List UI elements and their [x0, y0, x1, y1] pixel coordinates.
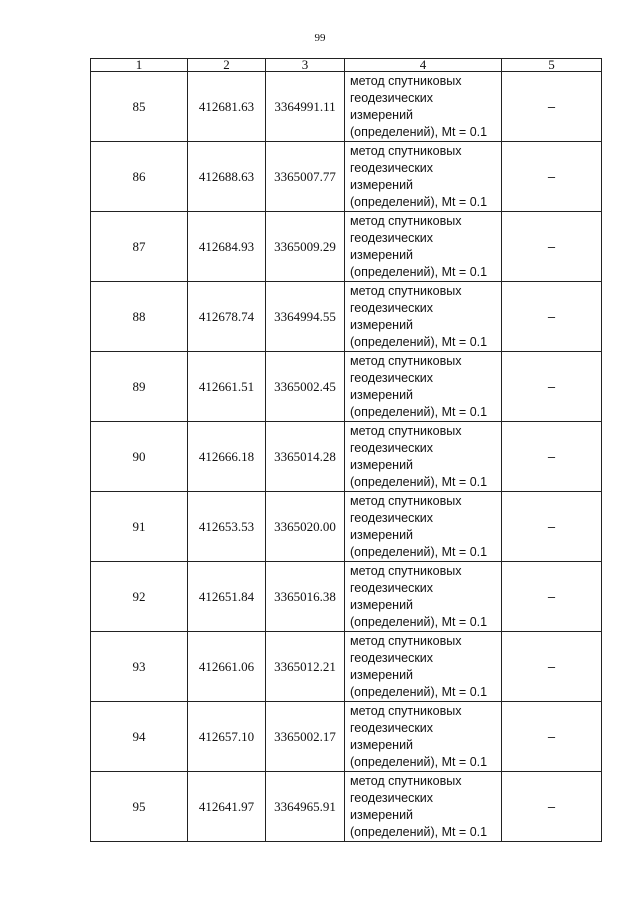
method-line: геодезических	[350, 370, 434, 385]
method-line: метод спутниковых	[350, 143, 462, 158]
table-row	[91, 282, 602, 352]
method-cell	[345, 422, 502, 492]
method-line: (определений), Mt = 0.1	[350, 614, 488, 629]
precision-cell: –	[502, 282, 602, 352]
precision-cell: –	[502, 422, 602, 492]
precision-cell: –	[502, 142, 602, 212]
method-line: (определений), Mt = 0.1	[350, 824, 488, 839]
point-number-cell: 94	[91, 702, 188, 772]
y-coordinate-cell: 3365020.00	[266, 492, 345, 562]
table-row	[91, 772, 602, 842]
coordinates-table	[90, 58, 602, 842]
point-number-cell: 86	[91, 142, 188, 212]
point-number-cell: 88	[91, 282, 188, 352]
method-line: измерений	[350, 527, 414, 542]
method-line: метод спутниковых	[350, 563, 462, 578]
point-number-cell: 92	[91, 562, 188, 632]
table-header-row	[91, 59, 602, 72]
x-coordinate-cell: 412661.06	[188, 632, 266, 702]
point-number-cell: 87	[91, 212, 188, 282]
y-coordinate-cell: 3364991.11	[266, 72, 345, 142]
method-line: измерений	[350, 177, 414, 192]
y-coordinate-cell: 3364994.55	[266, 282, 345, 352]
method-line: измерений	[350, 667, 414, 682]
method-line: геодезических	[350, 720, 434, 735]
precision-cell: –	[502, 352, 602, 422]
point-number-cell: 91	[91, 492, 188, 562]
table-row	[91, 562, 602, 632]
page-number: 99	[314, 32, 326, 44]
table-row	[91, 492, 602, 562]
method-line: (определений), Mt = 0.1	[350, 334, 488, 349]
y-coordinate-cell: 3365012.21	[266, 632, 345, 702]
method-line: метод спутниковых	[350, 213, 462, 228]
point-number-cell: 89	[91, 352, 188, 422]
method-line: измерений	[350, 317, 414, 332]
method-line: (определений), Mt = 0.1	[350, 474, 488, 489]
method-line: измерений	[350, 247, 414, 262]
method-line: (определений), Mt = 0.1	[350, 754, 488, 769]
method-line: геодезических	[350, 580, 434, 595]
column-header-4: 4	[345, 59, 502, 72]
method-cell	[345, 72, 502, 142]
table-body	[91, 72, 602, 842]
method-line: геодезических	[350, 90, 434, 105]
precision-cell: –	[502, 72, 602, 142]
method-cell	[345, 142, 502, 212]
y-coordinate-cell: 3365016.38	[266, 562, 345, 632]
column-header-5: 5	[502, 59, 602, 72]
method-cell	[345, 352, 502, 422]
table-row	[91, 352, 602, 422]
y-coordinate-cell: 3365009.29	[266, 212, 345, 282]
x-coordinate-cell: 412684.93	[188, 212, 266, 282]
method-line: геодезических	[350, 300, 434, 315]
x-coordinate-cell: 412678.74	[188, 282, 266, 352]
x-coordinate-cell: 412651.84	[188, 562, 266, 632]
method-line: геодезических	[350, 160, 434, 175]
method-line: измерений	[350, 457, 414, 472]
method-line: (определений), Mt = 0.1	[350, 684, 488, 699]
method-line: (определений), Mt = 0.1	[350, 544, 488, 559]
method-line: метод спутниковых	[350, 773, 462, 788]
table-row	[91, 422, 602, 492]
precision-cell: –	[502, 772, 602, 842]
point-number-cell: 95	[91, 772, 188, 842]
column-header-3: 3	[266, 59, 345, 72]
method-line: геодезических	[350, 440, 434, 455]
method-line: (определений), Mt = 0.1	[350, 124, 488, 139]
method-line: измерений	[350, 107, 414, 122]
method-line: измерений	[350, 597, 414, 612]
method-line: геодезических	[350, 510, 434, 525]
table-row	[91, 632, 602, 702]
method-line: метод спутниковых	[350, 73, 462, 88]
point-number-cell: 85	[91, 72, 188, 142]
column-header-1: 1	[91, 59, 188, 72]
method-line: (определений), Mt = 0.1	[350, 264, 488, 279]
method-cell	[345, 632, 502, 702]
method-line: (определений), Mt = 0.1	[350, 404, 488, 419]
precision-cell: –	[502, 632, 602, 702]
method-line: метод спутниковых	[350, 353, 462, 368]
method-line: измерений	[350, 807, 414, 822]
table-row	[91, 72, 602, 142]
column-header-2: 2	[188, 59, 266, 72]
point-number-cell: 93	[91, 632, 188, 702]
y-coordinate-cell: 3364965.91	[266, 772, 345, 842]
method-line: метод спутниковых	[350, 423, 462, 438]
method-line: геодезических	[350, 650, 434, 665]
method-line: метод спутниковых	[350, 283, 462, 298]
table-row	[91, 212, 602, 282]
method-line: измерений	[350, 387, 414, 402]
method-line: метод спутниковых	[350, 703, 462, 718]
precision-cell: –	[502, 492, 602, 562]
point-number-cell: 90	[91, 422, 188, 492]
method-cell	[345, 492, 502, 562]
method-cell	[345, 702, 502, 772]
table-row	[91, 702, 602, 772]
method-cell	[345, 212, 502, 282]
x-coordinate-cell: 412666.18	[188, 422, 266, 492]
method-cell	[345, 562, 502, 632]
x-coordinate-cell: 412641.97	[188, 772, 266, 842]
table-row	[91, 142, 602, 212]
x-coordinate-cell: 412653.53	[188, 492, 266, 562]
x-coordinate-cell: 412661.51	[188, 352, 266, 422]
method-line: (определений), Mt = 0.1	[350, 194, 488, 209]
x-coordinate-cell: 412681.63	[188, 72, 266, 142]
method-line: геодезических	[350, 230, 434, 245]
y-coordinate-cell: 3365002.45	[266, 352, 345, 422]
precision-cell: –	[502, 562, 602, 632]
method-line: измерений	[350, 737, 414, 752]
method-cell	[345, 772, 502, 842]
x-coordinate-cell: 412688.63	[188, 142, 266, 212]
y-coordinate-cell: 3365014.28	[266, 422, 345, 492]
y-coordinate-cell: 3365007.77	[266, 142, 345, 212]
method-line: геодезических	[350, 790, 434, 805]
precision-cell: –	[502, 702, 602, 772]
method-line: метод спутниковых	[350, 493, 462, 508]
precision-cell: –	[502, 212, 602, 282]
method-cell	[345, 282, 502, 352]
method-line: метод спутниковых	[350, 633, 462, 648]
x-coordinate-cell: 412657.10	[188, 702, 266, 772]
y-coordinate-cell: 3365002.17	[266, 702, 345, 772]
